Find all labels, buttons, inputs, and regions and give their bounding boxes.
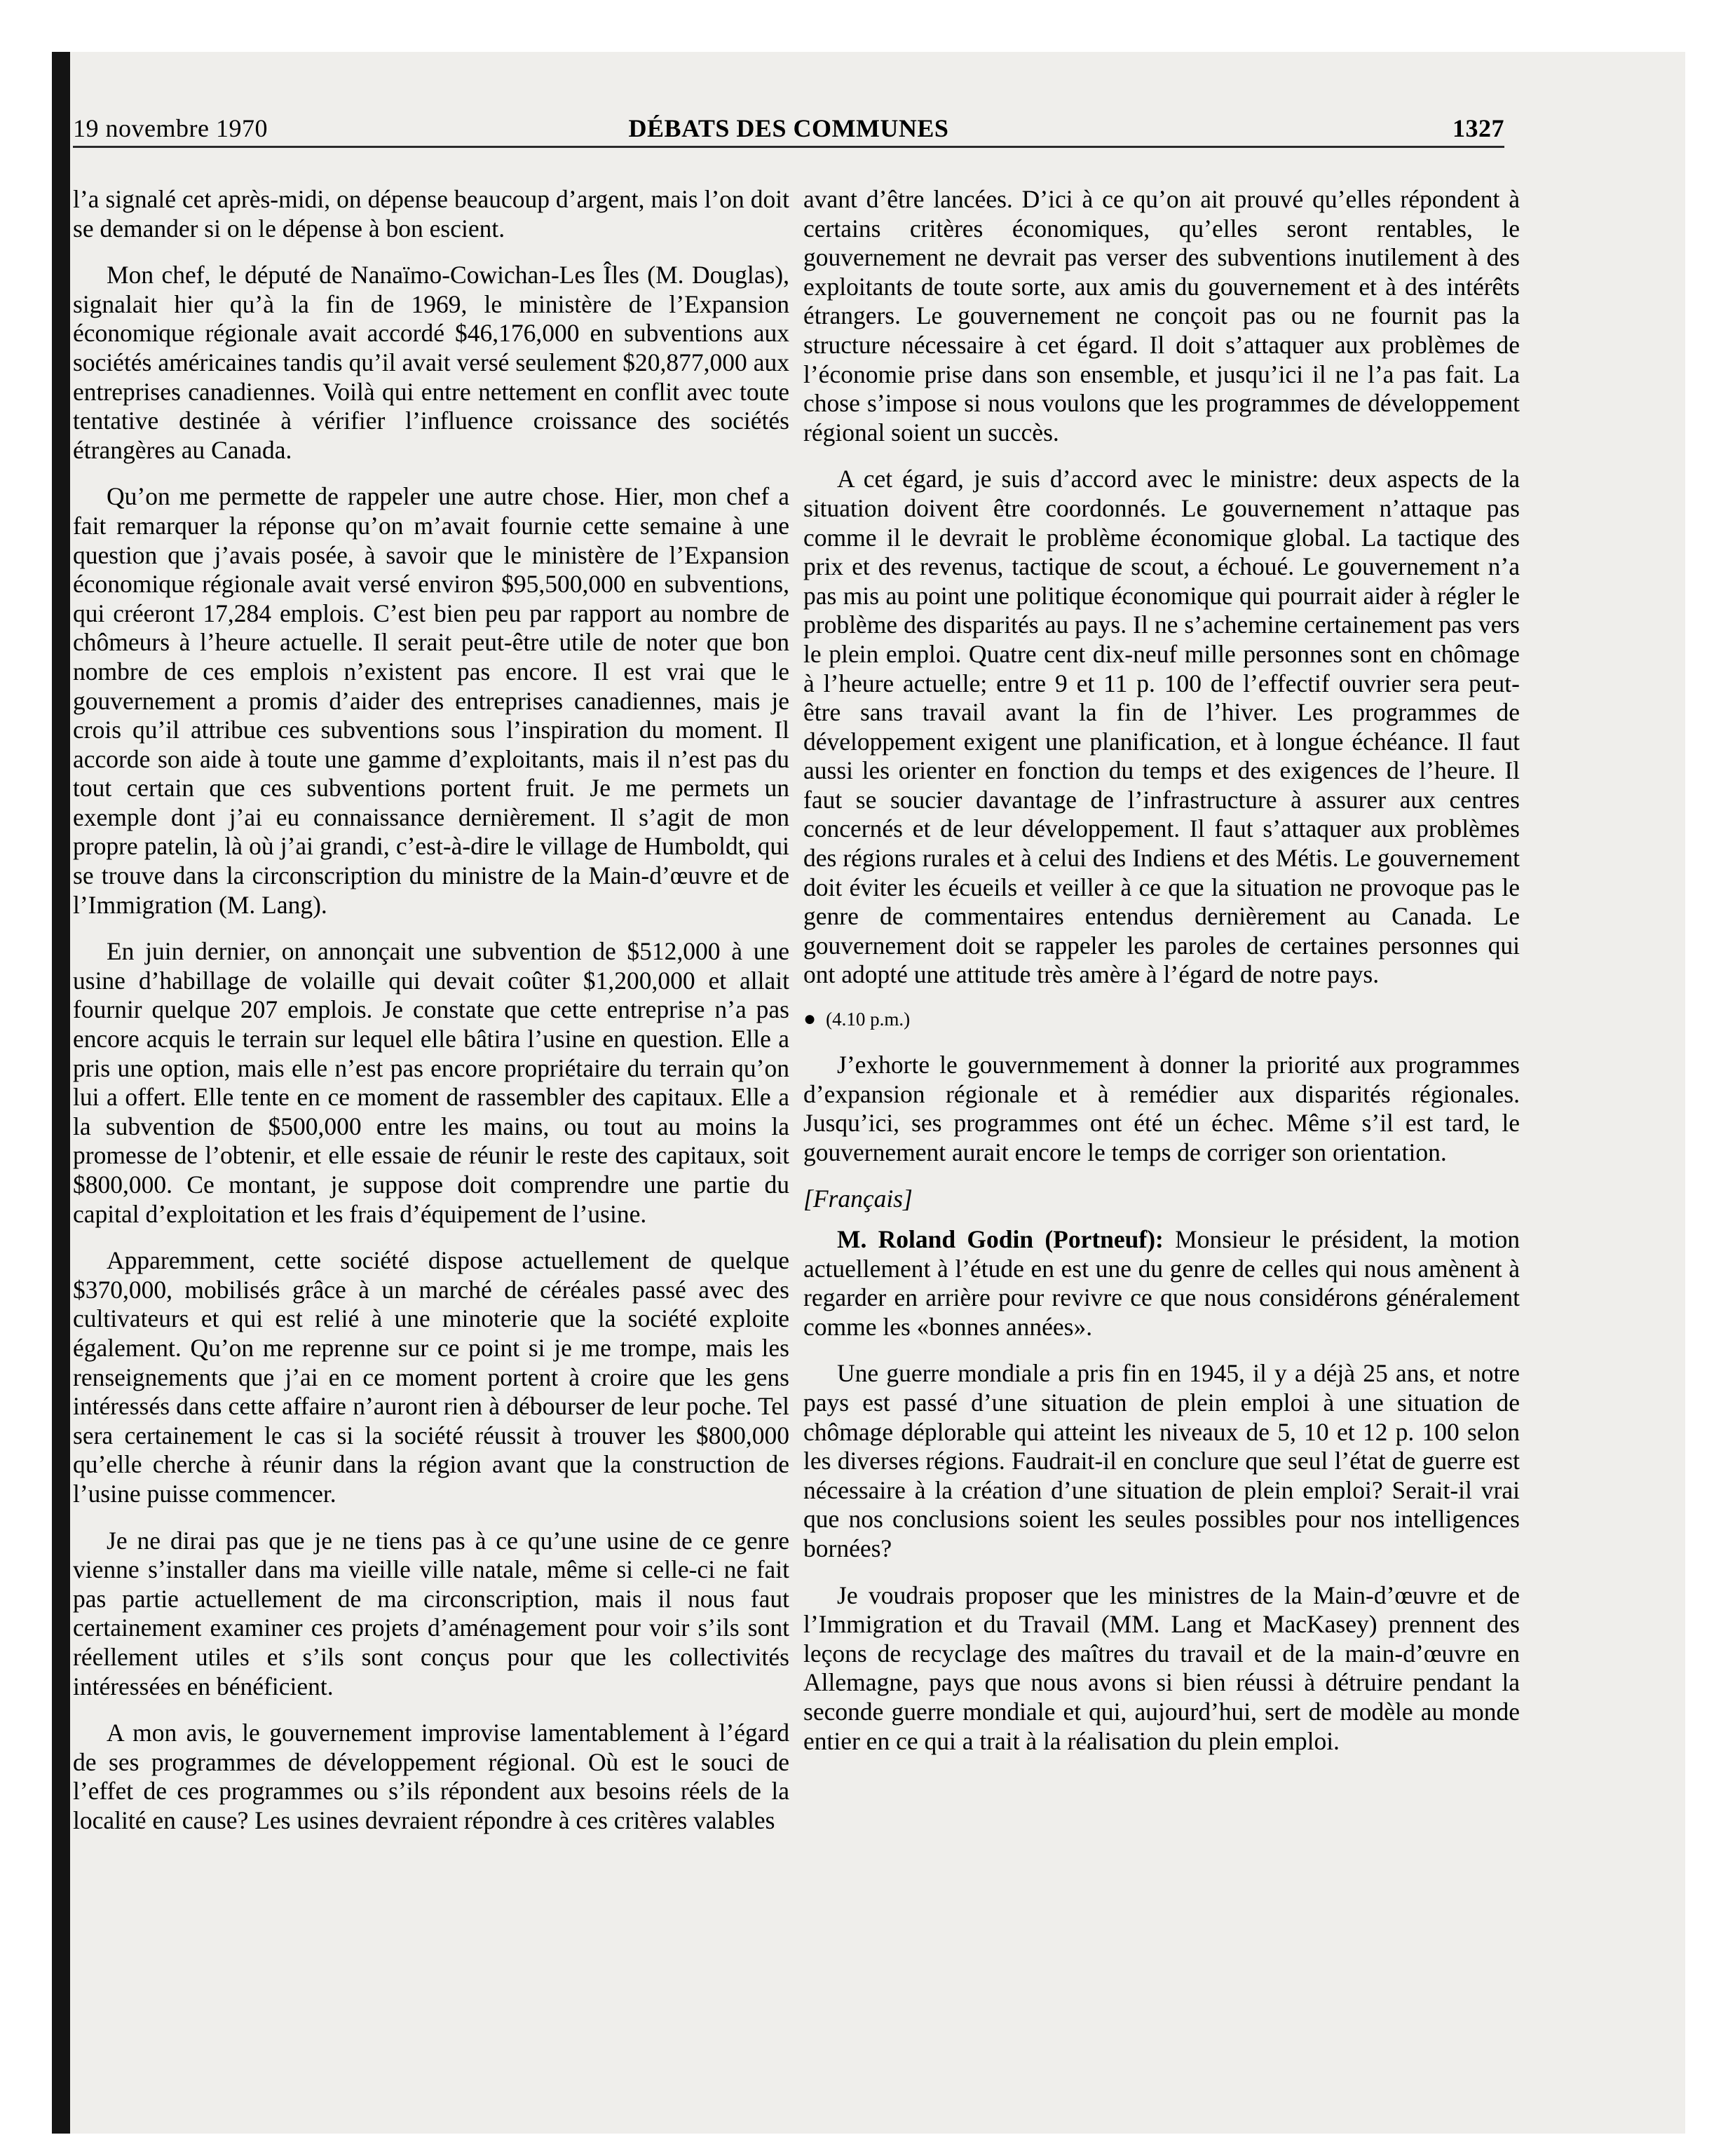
paragraph: J’exhorte le gouvernmement à donner la priorité aux programmes d’expansion régionale et à remédier aux disparités régionales. Jusqu’ici, ses programmes ont été un échec. Même s’il est tard, le gouvernement aurait encore le temps de corriger son orientation.: [803, 1051, 1520, 1166]
paragraph: Apparemment, cette société dispose actuellement de quelque $370,000, mobilisés grâce à un marché de céréales passé avec des cultivateurs et qui est relié à une minoterie que la société exploite également. Qu’on me reprenne sur ce point si je me trompe, mais les renseignements que j’ai en ce moment portent à croire que les gens intéressés dans cette affaire n’auront rien à débourser de leur poche. Tel sera certainement le cas si la société réussit à trouver les $800,000 qu’elle cherche à réunir dans la région avant que la construction de l’usine puisse commencer.: [73, 1246, 789, 1508]
binding-edge-shadow: [52, 52, 70, 2134]
right-column: [803, 185, 1520, 1773]
speaker-name: M. Roland Godin (Portneuf):: [837, 1225, 1164, 1253]
page-header: [73, 102, 1504, 148]
header-title: DÉBATS DES COMMUNES: [628, 114, 949, 142]
speaker-text: Monsieur le président, la motion actuellement à l’étude en est une du genre de celles qui nous amènent à regarder en arrière pour revivre ce que nous considérons généralement comme les «bonnes années».: [803, 1225, 1520, 1341]
time-marker: [803, 1007, 1520, 1031]
header-date: 19 novembre 1970: [73, 114, 268, 142]
bullet-icon: ●: [803, 1007, 817, 1031]
speaker-paragraph: [803, 1225, 1520, 1342]
paragraph: A cet égard, je suis d’accord avec le ministre: deux aspects de la situation doivent être coordonnés. Le gouvernement n’attaque pas comme il le devrait le problème économique global. La tactique des prix et des revenus, tactique de scout, a échoué. Le gouvernement n’a pas mis au point une politique économique qui pourrait aider à régler le problème des disparités au pays. Il ne s’achemine certainement pas vers le plein emploi. Quatre cent dix-neuf mille personnes sont en chômage à l’heure actuelle; entre 9 et 11 p. 100 de l’effectif ouvrier sera peut-être sans travail avant la fin de l’hiver. Les programmes de développement exigent une planification, et à longue échéance. Il faut aussi les orienter en fonction du temps et des exigences de l’heure. Il faut se soucier davantage de l’infrastructure à assurer aux centres concernés et de leur développement. Il faut s’attaquer aux problèmes des régions rurales et à celui des Indiens et des Métis. Le gouvernement doit éviter les écueils et veiller à ce que la situation ne provoque pas le genre de commentaires entendus dernièrement au Canada. Le gouvernement doit se rappeler les paroles de certaines personnes qui ont adopté une attitude très amère à l’égard de notre pays.: [803, 465, 1520, 989]
paragraph: Je voudrais proposer que les ministres de la Main-d’œuvre et de l’Immigration et du Travail (MM. Lang et MacKasey) prennent des leçons de recyclage des maîtres du travail et de la main-d’œuvre en Allemagne, pays que nous avons si bien réussi à détruire pendant la seconde guerre mondiale et qui, aujourd’hui, sert de modèle au monde entier en ce qui a trait à la réalisation du plein emploi.: [803, 1581, 1520, 1755]
paragraph: A mon avis, le gouvernement improvise lamentablement à l’égard de ses programmes de développement régional. Où est le souci de l’effet de ces programmes ou s’ils répondent aux besoins réels de la localité en cause? Les usines devraient répondre à ces critères valables: [73, 1719, 789, 1834]
left-column: [73, 185, 789, 1853]
paragraph: l’a signalé cet après-midi, on dépense beaucoup d’argent, mais l’on doit se demander si on le dépense à bon escient.: [73, 185, 789, 243]
paragraph: Une guerre mondiale a pris fin en 1945, il y a déjà 25 ans, et notre pays est passé d’une situation de plein emploi à une situation de chômage déplorable qui atteint les niveaux de 5, 10 et 12 p. 100 selon les diverses régions. Faudrait-il en conclure que seul l’état de guerre est nécessaire à la création d’une situation de plein emploi? Serait-il vrai que nos conclusions soient les seules possibles pour nos intelligences bornées?: [803, 1359, 1520, 1562]
paragraph: Mon chef, le député de Nanaïmo-Cowichan-Les Îles (M. Douglas), signalait hier qu’à la fin de 1969, le ministère de l’Expansion économique régionale avait accordé $46,176,000 en subventions aux sociétés américaines tandis qu’il avait versé seulement $20,877,000 aux entreprises canadiennes. Voilà qui entre nettement en conflit avec toute tentative destinée à vérifier l’influence croissance des sociétés étrangères au Canada.: [73, 261, 789, 464]
paragraph: En juin dernier, on annonçait une subvention de $512,000 à une usine d’habillage de volaille qui devait coûter $1,200,000 et allait fournir quelque 207 emplois. Je constate que cette entreprise n’a pas encore acquis le terrain sur lequel elle bâtira l’usine en question. Elle a pris une option, mais elle n’est pas encore propriétaire du terrain qu’on lui a offert. Elle tente en ce moment de rassembler des capitaux. Elle a la subvention de $500,000 entre les mains, ou tout au moins la promesse de l’obtenir, et elle essaie de réunir le reste des capitaux, soit $800,000. Ce montant, je suppose doit comprendre une partie du capital d’exploitation et les frais d’équipement de l’usine.: [73, 937, 789, 1228]
time-marker-text: (4.10 p.m.): [826, 1009, 911, 1030]
language-tag: [Français]: [803, 1185, 913, 1213]
paragraph: Je ne dirai pas que je ne tiens pas à ce qu’une usine de ce genre vienne s’installer dans ma vieille ville natale, même si celle-ci ne fait pas partie actuellement de ma circonscription, mais il nous faut certainement examiner ces projets d’aménagement pour voir s’ils sont réellement utiles et s’ils sont conçus pour que les collectivités intéressées en bénéficient.: [73, 1526, 789, 1700]
paragraph: avant d’être lancées. D’ici à ce qu’on ait prouvé qu’elles répondent à certains critères économiques, qu’elles seront rentables, le gouvernement ne devrait pas verser des subventions inutilement à des exploitants de toute sorte, aux amis du gouvernement et à des intérêts étrangers. Le gouvernement ne conçoit pas ou ne fournit pas la structure nécessaire à cet égard. Il doit s’attaquer aux problèmes de l’économie prise dans son ensemble, et jusqu’ici il ne l’a pas fait. La chose s’impose si nous voulons que les programmes de développement régional soient un succès.: [803, 185, 1520, 446]
header-page-number: 1327: [1452, 114, 1504, 142]
paragraph: Qu’on me permette de rappeler une autre chose. Hier, mon chef a fait remarquer la réponse qu’on m’avait fournie cette semaine à une question que j’avais posée, à savoir que le ministère de l’Expansion économique régionale avait versé environ $95,500,000 en subventions, qui créeront 17,284 emplois. C’est bien peu par rapport au nombre de chômeurs à l’heure actuelle. Il serait peut-être utile de noter que bon nombre de ces emplois n’existent pas encore. Il est vrai que le gouvernement a promis d’aider des entreprises canadiennes, mais je crois qu’il attribue ces subventions sous l’inspiration du moment. Il accorde son aide à toute une gamme d’exploitants, mais il n’est pas du tout certain que ces subventions portent fruit. Je me permets un exemple dont j’ai eu connaissance dernièrement. Il s’agit de mon propre patelin, là où j’ai grandi, c’est-à-dire le village de Humboldt, qui se trouve dans la circonscription du ministre de la Main-d’œuvre et de l’Immigration (M. Lang).: [73, 482, 789, 919]
